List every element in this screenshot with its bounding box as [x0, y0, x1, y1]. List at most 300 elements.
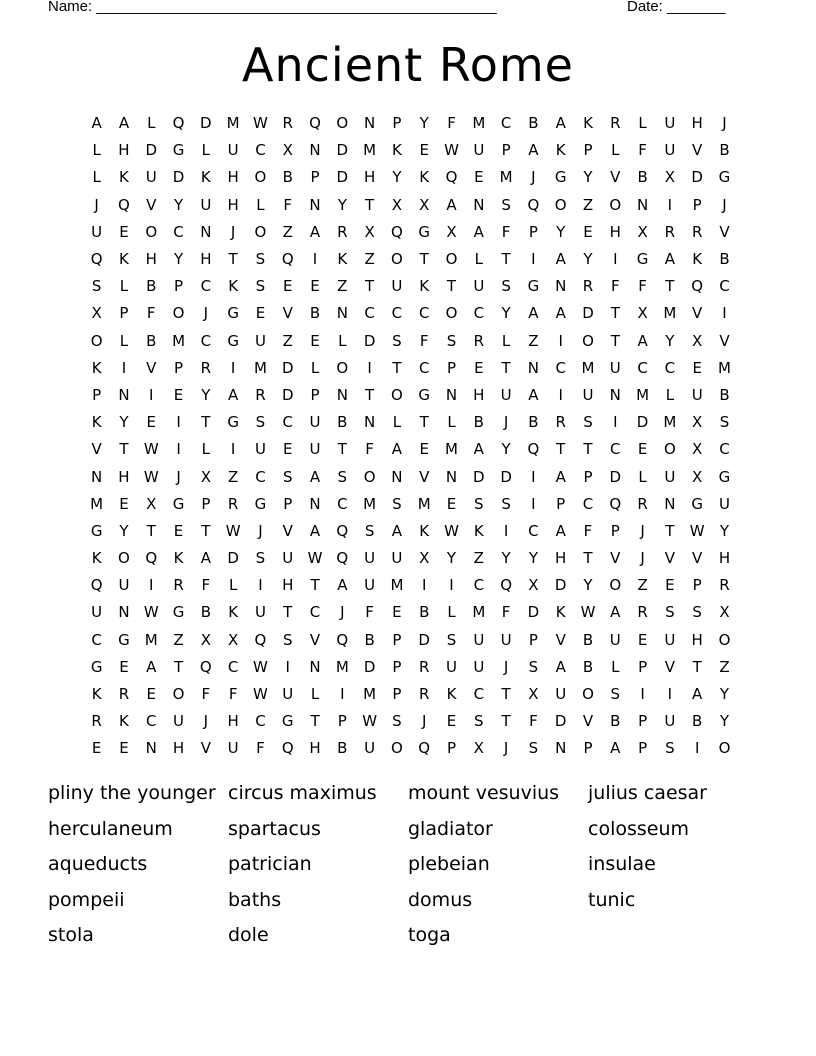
grid-letter: H: [363, 168, 376, 187]
grid-letter: U: [254, 603, 266, 622]
grid-letter: K: [337, 250, 348, 269]
grid-letter: I: [367, 358, 372, 377]
grid-letter: M: [472, 114, 486, 133]
grid-letter: N: [118, 603, 130, 622]
grid-letter: L: [665, 385, 675, 404]
grid-letter: U: [91, 603, 103, 622]
grid-letter: D: [145, 141, 158, 160]
grid-letter: B: [364, 630, 375, 649]
grid-letter: K: [555, 603, 566, 622]
grid-letter: I: [503, 521, 509, 540]
grid-letter: U: [364, 739, 376, 758]
grid-letter: C: [146, 712, 157, 731]
name-field-label[interactable]: Name: ________________________________________________: [48, 0, 497, 15]
grid-letter: A: [309, 521, 321, 540]
grid-letter: N: [473, 195, 485, 214]
grid-letter: Q: [309, 114, 321, 133]
grid-letter: L: [201, 141, 211, 160]
grid-letter: R: [610, 114, 621, 133]
grid-letter: G: [636, 250, 649, 269]
grid-letter: R: [555, 413, 566, 432]
grid-letter: P: [174, 277, 184, 296]
grid-letter: I: [176, 413, 181, 432]
grid-letter: B: [337, 413, 348, 432]
grid-letter: R: [473, 331, 485, 350]
word-list-item: colosseum: [588, 817, 690, 840]
grid-letter: A: [309, 222, 321, 241]
grid-letter: C: [664, 358, 676, 377]
grid-letter: U: [145, 168, 157, 187]
grid-letter: G: [172, 603, 185, 622]
word-list-item: herculaneum: [48, 817, 173, 840]
grid-letter: F: [638, 141, 647, 160]
grid-letter: K: [419, 168, 430, 187]
grid-letter: Y: [501, 549, 511, 568]
grid-letter: U: [609, 358, 621, 377]
grid-letter: A: [555, 467, 566, 486]
grid-letter: A: [91, 114, 102, 133]
grid-letter: X: [146, 494, 157, 513]
grid-row: [83, 246, 739, 273]
grid-letter: E: [446, 494, 457, 513]
grid-letter: F: [501, 603, 511, 622]
grid-letter: R: [91, 712, 102, 731]
grid-letter: H: [555, 549, 567, 568]
grid-row: [83, 572, 739, 599]
grid-row: [83, 355, 739, 382]
grid-letter: E: [583, 222, 593, 241]
grid-letter: H: [118, 467, 130, 486]
grid-letter: T: [365, 385, 375, 404]
grid-letter: I: [531, 467, 536, 486]
grid-row: [83, 300, 739, 327]
grid-letter: B: [692, 712, 703, 731]
grid-letter: C: [391, 304, 403, 323]
grid-letter: E: [173, 521, 184, 540]
grid-letter: F: [146, 304, 156, 323]
word-list-item: toga: [408, 924, 451, 947]
grid-letter: X: [419, 195, 430, 214]
grid-letter: Q: [281, 739, 294, 758]
grid-letter: L: [119, 277, 129, 296]
grid-letter: E: [310, 277, 320, 296]
grid-letter: X: [637, 304, 648, 323]
grid-letter: T: [310, 576, 320, 595]
grid-letter: I: [312, 250, 318, 269]
grid-letter: D: [582, 304, 594, 323]
grid-letter: K: [91, 549, 102, 568]
grid-letter: I: [285, 657, 290, 676]
grid-letter: S: [665, 603, 675, 622]
grid-letter: R: [664, 222, 676, 241]
grid-letter: S: [665, 739, 675, 758]
grid-letter: W: [444, 521, 459, 540]
grid-letter: S: [255, 277, 266, 296]
grid-letter: L: [310, 358, 320, 377]
grid-letter: U: [200, 195, 212, 214]
grid-letter: S: [719, 413, 730, 432]
grid-letter: H: [227, 195, 239, 214]
grid-letter: Q: [391, 222, 403, 241]
header: [48, 0, 748, 17]
grid-letter: C: [255, 141, 266, 160]
grid-letter: G: [172, 141, 185, 160]
grid-letter: L: [638, 467, 647, 486]
grid-letter: T: [283, 603, 293, 622]
grid-letter: U: [254, 331, 266, 350]
grid-letter: V: [282, 521, 293, 540]
grid-letter: K: [228, 603, 239, 622]
grid-letter: I: [640, 685, 645, 704]
grid-letter: T: [692, 657, 702, 676]
grid-letter: W: [143, 440, 159, 459]
grid-letter: M: [363, 141, 377, 160]
grid-letter: P: [583, 141, 593, 160]
grid-letter: L: [338, 331, 347, 350]
grid-row: [83, 328, 739, 355]
grid-letter: C: [473, 576, 485, 595]
grid-letter: P: [583, 739, 593, 758]
grid-letter: X: [419, 549, 430, 568]
grid-letter: D: [609, 467, 622, 486]
grid-letter: E: [419, 440, 429, 459]
grid-letter: U: [664, 467, 676, 486]
word-list-item: patrician: [228, 853, 312, 876]
grid-letter: S: [392, 712, 402, 731]
grid-letter: P: [174, 358, 184, 377]
grid-letter: U: [391, 277, 403, 296]
word-list-item: baths: [228, 888, 282, 911]
grid-letter: B: [146, 277, 157, 296]
grid-letter: B: [610, 712, 621, 731]
grid-letter: G: [718, 168, 731, 187]
grid-letter: K: [119, 168, 129, 187]
grid-letter: Q: [118, 195, 130, 214]
date-field-label[interactable]: Date: _______: [627, 0, 726, 15]
grid-letter: O: [172, 304, 185, 323]
grid-letter: U: [309, 440, 321, 459]
grid-letter: L: [447, 413, 456, 432]
grid-letter: E: [146, 685, 156, 704]
grid-letter: I: [230, 440, 236, 459]
grid-letter: R: [255, 385, 266, 404]
grid-letter: S: [501, 494, 511, 513]
grid-letter: U: [446, 657, 457, 676]
grid-letter: H: [172, 739, 185, 758]
grid-letter: A: [473, 222, 484, 241]
grid-letter: E: [474, 358, 484, 377]
grid-letter: C: [719, 440, 730, 459]
grid-letter: I: [531, 494, 536, 513]
grid-letter: T: [665, 277, 675, 296]
grid-letter: X: [391, 195, 403, 214]
grid-letter: K: [119, 712, 129, 731]
grid-letter: Z: [473, 549, 484, 568]
grid-letter: D: [363, 331, 376, 350]
grid-letter: O: [254, 168, 267, 187]
grid-letter: Q: [445, 168, 458, 187]
grid-letter: G: [254, 494, 267, 513]
grid-letter: Z: [337, 277, 348, 296]
grid-letter: J: [531, 168, 536, 187]
grid-letter: P: [310, 385, 320, 404]
grid-letter: H: [309, 739, 321, 758]
grid-letter: T: [665, 521, 675, 540]
grid-letter: D: [527, 603, 540, 622]
grid-letter: K: [200, 168, 211, 187]
grid-letter: A: [528, 304, 539, 323]
grid-letter: T: [119, 440, 129, 459]
grid-letter: W: [362, 712, 378, 731]
grid-letter: C: [500, 114, 512, 133]
grid-letter: Z: [227, 467, 239, 486]
grid-letter: M: [581, 358, 595, 377]
grid-letter: O: [445, 250, 458, 269]
grid-letter: R: [282, 114, 293, 133]
grid-letter: A: [555, 250, 566, 269]
grid-letter: X: [528, 576, 539, 595]
grid-letter: C: [309, 603, 321, 622]
grid-letter: V: [555, 630, 566, 649]
grid-letter: U: [364, 549, 376, 568]
grid-letter: V: [692, 549, 703, 568]
grid-letter: O: [172, 685, 185, 704]
grid-letter: S: [446, 331, 457, 350]
grid-letter: S: [610, 685, 621, 704]
grid-letter: H: [691, 630, 703, 649]
grid-letter: V: [146, 195, 157, 214]
grid-letter: M: [144, 630, 158, 649]
grid-letter: T: [501, 358, 511, 377]
grid-letter: U: [364, 576, 376, 595]
grid-letter: P: [692, 576, 702, 595]
grid-letter: T: [173, 657, 184, 676]
grid-letter: J: [722, 114, 727, 133]
grid-letter: O: [391, 385, 403, 404]
grid-letter: P: [528, 222, 538, 241]
grid-letter: D: [473, 467, 485, 486]
grid-letter: C: [582, 494, 594, 513]
grid-letter: M: [636, 385, 650, 404]
grid-letter: P: [337, 712, 347, 731]
grid-letter: U: [118, 576, 130, 595]
grid-letter: N: [200, 222, 212, 241]
grid-letter: S: [255, 413, 266, 432]
grid-letter: O: [391, 739, 403, 758]
grid-letter: C: [200, 331, 212, 350]
grid-letter: C: [637, 358, 648, 377]
word-list-item: dole: [228, 924, 269, 947]
grid-letter: M: [172, 331, 186, 350]
grid-letter: P: [392, 685, 402, 704]
grid-letter: U: [227, 141, 239, 160]
grid-letter: B: [528, 413, 539, 432]
grid-letter: Y: [665, 331, 675, 350]
grid-letter: I: [121, 358, 127, 377]
grid-letter: X: [282, 141, 293, 160]
grid-letter: H: [227, 712, 239, 731]
grid-letter: L: [92, 141, 101, 160]
grid-letter: K: [391, 141, 402, 160]
grid-letter: R: [418, 685, 430, 704]
grid-letter: V: [419, 467, 430, 486]
grid-letter: J: [203, 304, 209, 323]
grid-letter: Y: [556, 222, 566, 241]
grid-letter: V: [200, 739, 211, 758]
grid-letter: O: [582, 331, 594, 350]
grid-letter: U: [309, 413, 321, 432]
grid-letter: C: [719, 277, 730, 296]
grid-letter: E: [637, 440, 648, 459]
grid-letter: E: [119, 739, 129, 758]
grid-letter: W: [225, 521, 241, 540]
grid-letter: S: [282, 467, 293, 486]
grid-letter: D: [281, 385, 294, 404]
grid-letter: O: [445, 304, 458, 323]
grid-letter: L: [147, 114, 156, 133]
grid-letter: I: [258, 576, 263, 595]
grid-letter: M: [390, 576, 404, 595]
grid-letter: R: [418, 657, 430, 676]
grid-letter: A: [528, 141, 539, 160]
grid-letter: G: [172, 494, 185, 513]
grid-letter: A: [446, 195, 457, 214]
grid-letter: O: [663, 440, 676, 459]
grid-letter: P: [446, 358, 457, 377]
grid-letter: Y: [337, 195, 347, 214]
grid-letter: K: [173, 549, 184, 568]
grid-letter: L: [201, 440, 211, 459]
grid-letter: T: [610, 331, 620, 350]
grid-letter: P: [638, 657, 648, 676]
grid-letter: Y: [201, 385, 211, 404]
grid-letter: W: [580, 603, 596, 622]
grid-letter: S: [528, 739, 539, 758]
grid-letter: O: [145, 222, 158, 241]
grid-letter: Z: [719, 657, 730, 676]
word-list-item: stola: [48, 924, 94, 947]
grid-row: [83, 599, 739, 626]
grid-letter: A: [528, 385, 539, 404]
grid-letter: C: [528, 521, 539, 540]
grid-letter: S: [392, 331, 402, 350]
grid-letter: Q: [691, 277, 704, 296]
page-title: Ancient Rome: [242, 38, 574, 92]
grid-letter: G: [418, 222, 431, 241]
grid-letter: T: [583, 549, 593, 568]
grid-letter: U: [500, 385, 512, 404]
grid-letter: Q: [527, 195, 540, 214]
grid-row: [83, 110, 739, 137]
grid-letter: T: [610, 304, 620, 323]
grid-letter: L: [310, 685, 320, 704]
grid-letter: S: [474, 494, 484, 513]
word-list-item: circus maximus: [228, 782, 377, 804]
grid-letter: E: [119, 657, 129, 676]
grid-letter: K: [91, 358, 102, 377]
grid-letter: S: [528, 657, 539, 676]
grid-letter: T: [337, 440, 347, 459]
grid-letter: N: [336, 385, 348, 404]
grid-letter: P: [201, 494, 211, 513]
grid-letter: A: [610, 739, 621, 758]
grid-letter: F: [365, 440, 374, 459]
grid-letter: B: [719, 385, 730, 404]
grid-letter: A: [337, 576, 348, 595]
grid-letter: C: [473, 304, 485, 323]
grid-letter: O: [363, 467, 376, 486]
grid-letter: C: [173, 222, 184, 241]
grid-letter: U: [609, 630, 621, 649]
grid-letter: A: [118, 114, 130, 133]
grid-letter: F: [256, 739, 265, 758]
grid-letter: V: [664, 549, 676, 568]
grid-letter: M: [445, 440, 458, 459]
grid-letter: O: [554, 195, 567, 214]
grid-letter: Z: [282, 222, 293, 241]
grid-letter: Y: [501, 304, 511, 323]
grid-letter: D: [554, 576, 567, 595]
grid-letter: W: [253, 114, 268, 133]
grid-letter: X: [637, 222, 648, 241]
grid-letter: C: [364, 304, 375, 323]
grid-letter: C: [282, 413, 293, 432]
grid-letter: B: [146, 331, 157, 350]
grid-letter: X: [364, 222, 375, 241]
grid-letter: T: [446, 277, 457, 296]
grid-letter: K: [91, 413, 102, 432]
grid-letter: W: [143, 603, 159, 622]
grid-letter: J: [340, 603, 345, 622]
grid-letter: U: [391, 549, 403, 568]
grid-letter: E: [282, 277, 293, 296]
grid-letter: I: [176, 440, 181, 459]
grid-letter: T: [392, 358, 402, 377]
grid-letter: C: [255, 467, 266, 486]
grid-letter: Q: [145, 549, 158, 568]
grid-letter: N: [445, 385, 458, 404]
grid-letter: A: [555, 521, 566, 540]
grid-letter: R: [582, 277, 594, 296]
grid-letter: F: [610, 277, 620, 296]
grid-letter: R: [118, 685, 130, 704]
grid-letter: G: [554, 168, 567, 187]
grid-letter: X: [473, 739, 484, 758]
grid-letter: U: [718, 494, 730, 513]
grid-letter: F: [529, 712, 538, 731]
grid-letter: J: [722, 195, 727, 214]
grid-letter: G: [691, 494, 703, 513]
grid-letter: I: [558, 385, 563, 404]
grid-letter: I: [667, 685, 673, 704]
grid-letter: E: [474, 168, 484, 187]
grid-row: [83, 382, 739, 409]
grid-letter: A: [228, 385, 239, 404]
grid-letter: P: [310, 168, 320, 187]
grid-letter: U: [282, 685, 294, 704]
grid-letter: A: [555, 114, 566, 133]
grid-letter: Q: [199, 657, 212, 676]
grid-letter: B: [473, 413, 484, 432]
grid-letter: V: [692, 304, 703, 323]
grid-letter: E: [173, 385, 184, 404]
grid-letter: O: [718, 739, 731, 758]
grid-letter: Y: [446, 549, 457, 568]
grid-letter: U: [473, 630, 485, 649]
word-list-item: spartacus: [228, 817, 321, 840]
grid-letter: B: [637, 168, 648, 187]
word-list-item: pompeii: [48, 888, 125, 911]
